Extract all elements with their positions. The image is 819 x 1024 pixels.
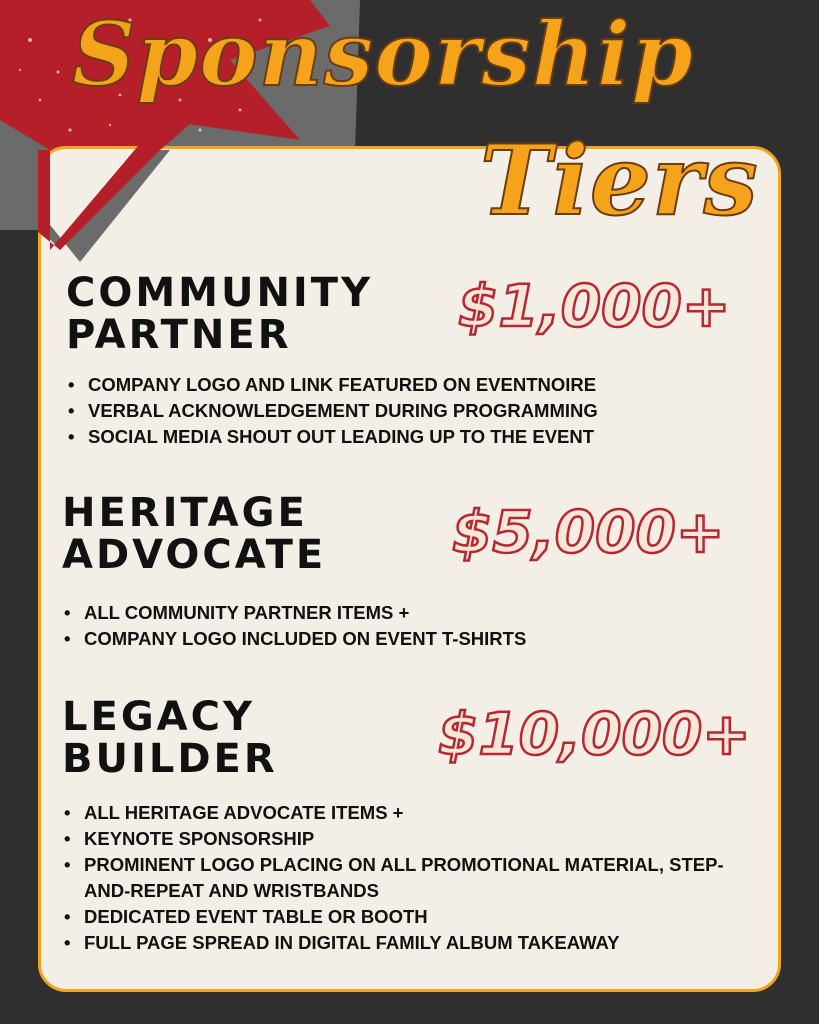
tier-name-line1: COMMUNITY (66, 270, 374, 316)
tier-name-line1: LEGACY (62, 694, 255, 740)
tier-name-line2: ADVOCATE (62, 532, 327, 578)
tier-legacy-builder-price: $10,000+ (438, 700, 751, 768)
list-item: • DEDICATED EVENT TABLE OR BOOTH (62, 904, 752, 930)
tier-heritage-advocate-price: $5,000+ (452, 498, 725, 566)
list-item: • PROMINENT LOGO PLACING ON ALL PROMOTIONAL MATERIAL, STEP-AND-REPEAT AND WRISTBANDS (62, 852, 752, 904)
tier-name-line2: BUILDER (62, 736, 278, 782)
title-tiers: Tiers (480, 124, 759, 237)
tier-community-partner-name (66, 272, 373, 356)
list-item: • KEYNOTE SPONSORSHIP (62, 826, 752, 852)
list-item: • VERBAL ACKNOWLEDGEMENT DURING PROGRAMMING (66, 398, 766, 424)
tier-heritage-advocate-name (62, 492, 326, 576)
list-item: • COMPANY LOGO AND LINK FEATURED ON EVENTNOIRE (66, 372, 766, 398)
tier-name-line2: PARTNER (66, 312, 292, 358)
tier-community-partner-price: $1,000+ (458, 272, 731, 340)
list-item: • SOCIAL MEDIA SHOUT OUT LEADING UP TO THE EVENT (66, 424, 766, 450)
tier-name-line1: HERITAGE (62, 490, 308, 536)
list-item: • COMPANY LOGO INCLUDED ON EVENT T-SHIRTS (62, 626, 762, 652)
list-item: • ALL COMMUNITY PARTNER ITEMS + (62, 600, 762, 626)
tier-heritage-advocate-benefits (62, 600, 762, 652)
ribbon-overlay-red (38, 120, 190, 250)
tier-legacy-builder-name (62, 696, 278, 780)
list-item: • FULL PAGE SPREAD IN DIGITAL FAMILY ALBUM TAKEAWAY (62, 930, 752, 956)
tier-community-partner-benefits (66, 372, 766, 450)
tier-legacy-builder-benefits (62, 800, 752, 956)
list-item: • ALL HERITAGE ADVOCATE ITEMS + (62, 800, 752, 826)
title-sponsorship: Sponsorship (72, 2, 694, 106)
